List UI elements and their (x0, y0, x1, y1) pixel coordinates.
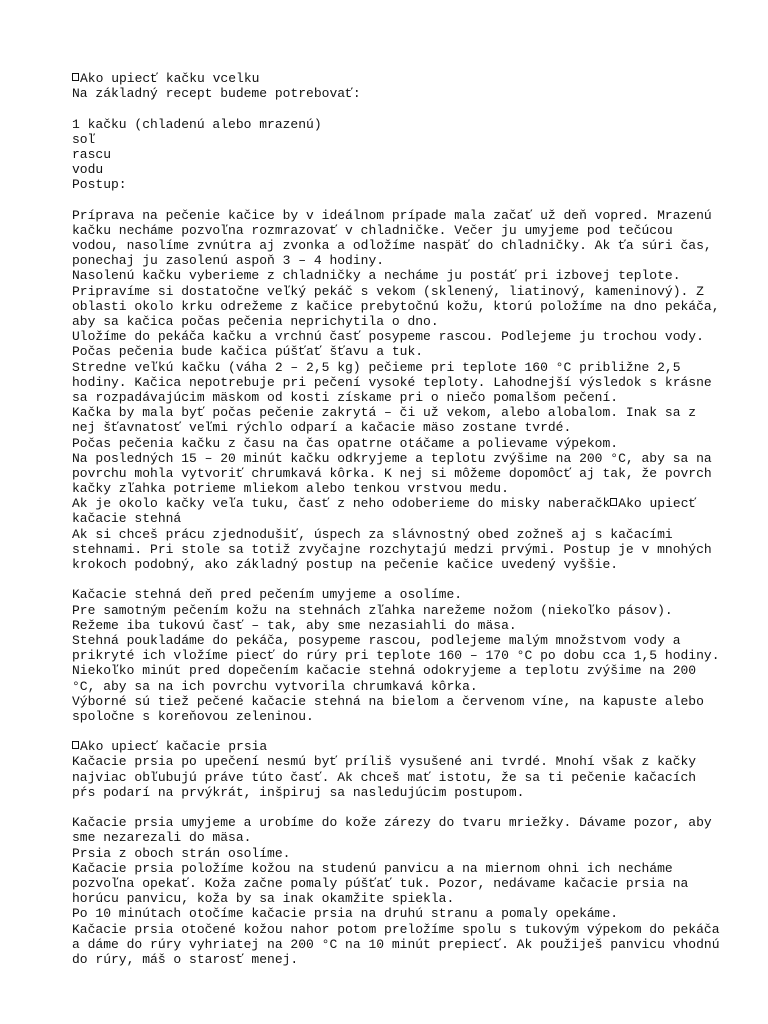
section-title: Ako upiecť kačacie prsia (72, 739, 712, 754)
procedure-label: Postup: (72, 177, 127, 193)
text-line: a dáme do rúry vyhriatej na 200 °C na 10 minút prepiecť. Ak použiješ panvicu vhodnú (72, 936, 720, 952)
text-line: krokoch podobný, ako základný postup na pečenie kačice uvedený vyššie. (72, 557, 619, 572)
ingredient-item: vodu (72, 162, 104, 178)
text-line: Výborné sú tiež pečené kačacie stehná na bielom a červenom víne, na kapuste alebo (72, 693, 704, 709)
section-steps (72, 815, 720, 967)
text-line: sme nezarezali do mäsa. (72, 830, 252, 846)
section-intro (72, 527, 712, 573)
blank-line (72, 101, 712, 116)
text-line: nej šťavnatosť veľmi rýchlo odparí a kačacie mäso zostane tvrdé. (72, 420, 572, 436)
text-line: stehnami. Pri stole sa totiž zvyčajne rozchytajú medzi prvými. Postup je v mnohých (72, 541, 712, 557)
intro-line: Na základný recept budeme potrebovať: (72, 86, 361, 102)
text-line: °C, aby sa na ich povrchu vytvorila chrumkavá kôrka. (72, 678, 478, 694)
ingredient-list (72, 117, 712, 178)
ingredient-item: 1 kačku (chladenú alebo mrazenú) (72, 116, 322, 132)
bullet-box-icon (72, 73, 79, 81)
text-line: Počas pečenia bude kačica púšťať šťavu a tuk. (72, 344, 424, 360)
text-line: pŕs podarí na prvýkrát, inšpiruj sa nasledujúcim postupom. (72, 784, 525, 800)
text-line: hodiny. Kačica nepotrebuje pri pečení vysoké teploty. Lahodnejší výsledok s krásne (72, 374, 712, 390)
text-line: oblasti okolo krku odrežeme z kačice prebytočnú kožu, ktorú položíme na dno pekáča, (72, 298, 720, 314)
text-line: Na posledných 15 – 20 minút kačku odkryjeme a teplotu zvýšime na 200 °C, aby sa na (72, 450, 712, 466)
text-line: kačku necháme pozvoľna rozmrazovať v chladničke. Večer ju umyjeme pod tečúcou (72, 222, 673, 238)
section-title: kačacie stehná (72, 511, 182, 527)
blank-line (72, 800, 712, 815)
text-line: Kačka by mala byť počas pečenie zakrytá – či už vekom, alebo alobalom. Inak sa z (72, 405, 697, 421)
document-text (72, 71, 720, 967)
text-line: najviac obľubujú práve túto časť. Ak chceš mať istotu, že sa ti pečenie kačacích (72, 769, 697, 785)
text-line: Pre samotným pečením kožu na stehnách zľahka narežeme nožom (niekoľko pásov). (72, 602, 673, 618)
blank-line (72, 193, 712, 208)
text-line: Ak je okolo kačky veľa tuku, časť z neho odoberieme do misky naberačk Ako upiecť (72, 496, 697, 512)
text-line: Počas pečenia kačku z času na čas opatrne otáčame a polievame výpekom. (72, 435, 619, 451)
blank-line (72, 572, 712, 587)
text-line: Prsia z oboch strán osolíme. (72, 845, 291, 861)
text-line: Niekoľko minút pred dopečením kačacie stehná odokryjeme a teplotu zvýšime na 200 (72, 663, 697, 679)
text-line: povrchu mohla vytvoriť chrumkavá kôrka. K nej si môžeme dopomôcť aj tak, že povrch (72, 465, 712, 481)
text-line: Príprava na pečenie kačice by v ideálnom prípade mala začať už deň vopred. Mrazenú (72, 207, 712, 223)
bullet-box-icon (610, 498, 617, 506)
text-line: sa rozpadávajúcim mäskom od kosti získame pri o niečo pomalšom pečení. (72, 389, 619, 405)
ingredient-item: soľ (72, 131, 96, 147)
text-line: spoločne s koreňovou zeleninou. (72, 708, 314, 724)
text-line: pozvoľna opekať. Koža začne pomaly púšťať tuk. Pozor, nedávame kačacie prsia na (72, 875, 689, 891)
text-line: do rúry, máš o starosť menej. (72, 951, 299, 967)
text-line: Kačacie prsia položíme kožou na studenú panvicu a na miernom ohni ich necháme (72, 860, 673, 876)
text-line: vodou, nasolíme zvnútra aj zvonka a odložíme naspäť do chladničky. Ak ťa súri čas, (72, 238, 712, 254)
text-line: prikryté ich vložíme piecť do rúry pri teplote 160 – 170 °C po dobu cca 1,5 hodiny. (72, 648, 720, 664)
text-line: Nasolenú kačku vyberieme z chladničky a necháme ju postáť pri izbovej teplote. (72, 268, 681, 284)
text-line: Kačacie prsia po upečení nesmú byť príliš vysušené ani tvrdé. Mnohí však z kačky (72, 754, 697, 770)
ingredient-item: rascu (72, 146, 112, 162)
text-line: Kačacie prsia umyjeme a urobíme do kože zárezy do tvaru mriežky. Dávame pozor, aby (72, 815, 712, 831)
text-line: Pripravíme si dostatočne veľký pekáč s vekom (sklenený, liatinový, kameninový). Z (72, 283, 704, 299)
text-line: horúcu panvicu, koža by sa inak okamžite spiekla. (72, 891, 455, 907)
text-line: Ak si chceš prácu zjednodušiť, úspech za slávnostný obed zožneš aj s kačacími (72, 526, 673, 542)
section-title: Ako upiecť kačku vcelku (72, 71, 712, 86)
text-line: ponechaj ju zasolenú aspoň 3 – 4 hodiny. (72, 253, 385, 269)
text-line: Stehná poukladáme do pekáča, posypeme rascou, podlejeme malým množstvom vody a (72, 632, 681, 648)
text-line: Uložíme do pekáča kačku a vrchnú časť posypeme rascou. Podlejeme ju trochou vody. (72, 329, 704, 345)
procedure-text (72, 207, 720, 512)
bullet-box-icon (72, 741, 79, 749)
section-steps (72, 587, 720, 724)
blank-line (72, 724, 712, 739)
section-intro (72, 754, 712, 800)
text-line: Kačacie stehná deň pred pečením umyjeme a osolíme. (72, 587, 463, 603)
text-line: Po 10 minútach otočíme kačacie prsia na druhú stranu a pomaly opekáme. (72, 906, 619, 922)
text-line: aby sa kačica počas pečenia neprichytila o dno. (72, 314, 439, 329)
text-line: kačky zľahka potrieme mliekom alebo tenkou vrstvou medu. (72, 481, 509, 497)
text-line: Stredne veľkú kačku (váha 2 – 2,5 kg) pečieme pri teplote 160 °C približne 2,5 (72, 359, 681, 375)
text-line: Kačacie prsia otočené kožou nahor potom preložíme spolu s tukovým výpekom do pekáča (72, 921, 720, 937)
text-line: Režeme iba tukovú časť – tak, aby sme nezasiahli do mäsa. (72, 617, 517, 633)
